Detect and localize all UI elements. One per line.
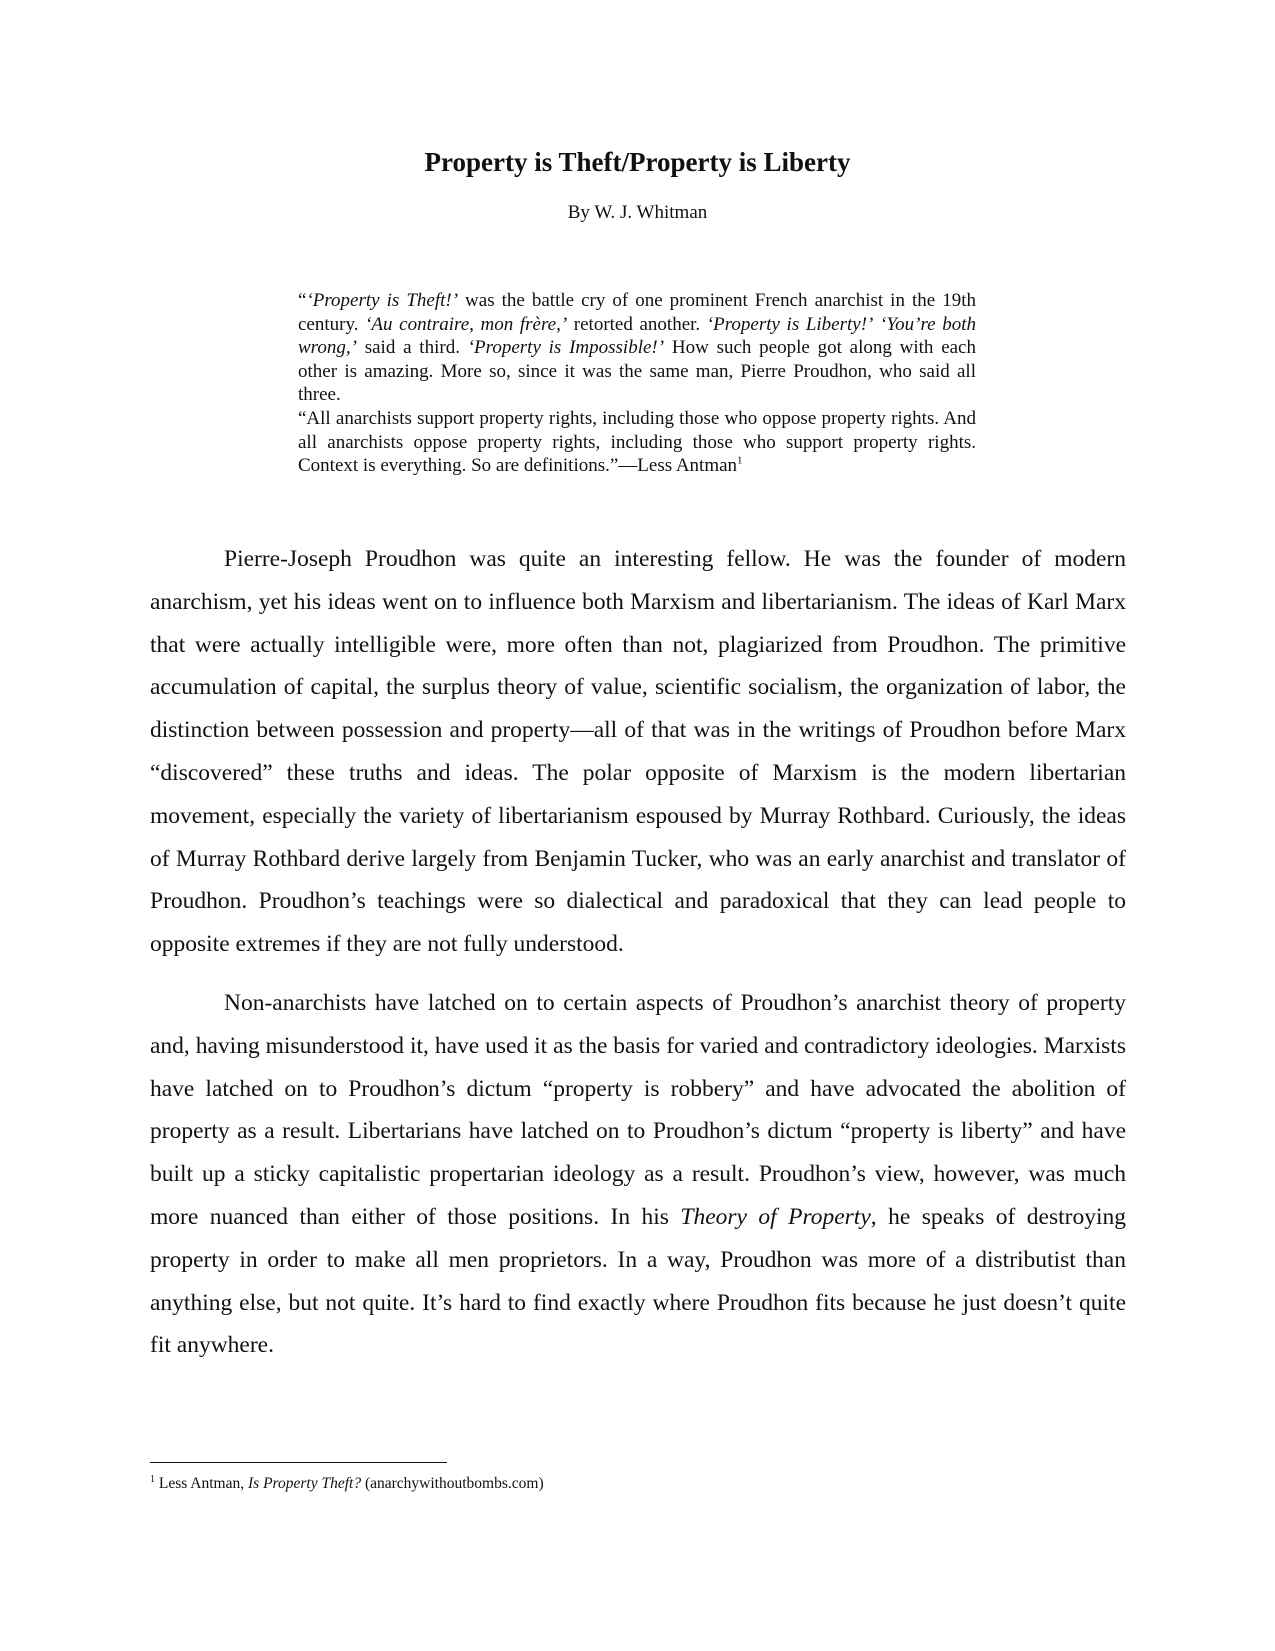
quote-property-is-liberty: ‘Property is Liberty!’ [706,313,874,335]
page-title: Property is Theft/Property is Liberty [424,147,851,177]
quote-property-is-impossible: ‘Property is Impossible!’ [467,337,665,359]
epigraph-text: “All anarchists support property rights, including those who oppose property rights. And all anarchists oppose property rights, including those who support property rights. Context is everything. So are definitions.”—Less Antman [298,407,976,477]
footnote-author: Less Antman, [155,1475,248,1492]
footnote-reference[interactable]: 1 [737,454,743,467]
epigraph-text: How such people got along with each other is amazing. More so, since it was the same man, Pierre Proudhon, who said all three. [298,337,976,406]
footnote [150,1474,1050,1494]
book-title: Theory of Property [680,1203,871,1230]
epigraph-text: retorted another. [567,313,707,335]
footnote-source: (anarchywithoutbombs.com) [361,1475,544,1492]
quote-au-contraire: ‘Au contraire, mon frère,’ [365,313,568,335]
body-text-run: Non-anarchists have latched on to certain aspects of Proudhon’s anarchist theory of property and, having misunderstood it, have used it as the basis for varied and contradictory ideologies. Marxists have latched on to Proudhon’s dictum “property is robbery” and have advocated the abolition of property as a result. Libertarians have latched on to Proudhon’s dictum “property is liberty” and have built up a sticky capitalistic propertarian ideology as a result. Proudhon’s view, however, was much more nuanced than either of those positions. In his [150,989,1126,1230]
epigraph-text: was the battle cry of one prominent French anarchist in the 19th century. [298,290,976,335]
body-text-run: , he speaks of destroying property in order to make all men proprietors. In a way, Proudhon was more of a distributist than anything else, but not quite. It’s hard to find exactly where Proudhon fits because he just doesn’t quite fit anywhere. [150,1203,1126,1359]
quote-property-is-theft: ‘Property is Theft!’ [306,290,459,311]
footnote-divider [150,1462,447,1463]
footnote-number: 1 [150,1473,155,1485]
footnote-work-title: Is Property Theft? [248,1475,362,1492]
open-quote: “ [298,290,307,311]
epigraph-paragraph-2 [298,407,976,478]
epigraph-block [298,289,976,478]
epigraph-text [873,314,880,335]
body-paragraph-1: Pierre-Joseph Proudhon was quite an interesting fellow. He was the founder of modern anarchism, yet his ideas went on to influence both Marxism and libertarianism. The ideas of Karl Marx that were actually intelligible were, more often than not, plagiarized from Proudhon. The primitive accumulation of capital, the surplus theory of value, scientific socialism, the organization of labor, the distinction between possession and property—all of that was in the writings of Proudhon before Marx “discovered” these truths and ideas. The polar opposite of Marxism is the modern libertarian movement, especially the variety of libertarianism espoused by Murray Rothbard. Curiously, the ideas of Murray Rothbard derive largely from Benjamin Tucker, who was an early anarchist and translator of Proudhon. Proudhon’s teachings were so dialectical and paradoxical that they can lead people to opposite extremes if they are not fully understood. [150,546,1126,958]
quote-both-wrong: ‘You’re both wrong,’ [298,313,976,359]
epigraph-text: said a third. [356,337,468,359]
author-byline: By W. J. Whitman [567,202,708,223]
body-text [150,538,1126,1383]
epigraph-paragraph-1 [298,289,976,407]
body-paragraph-2 [150,982,1126,1367]
